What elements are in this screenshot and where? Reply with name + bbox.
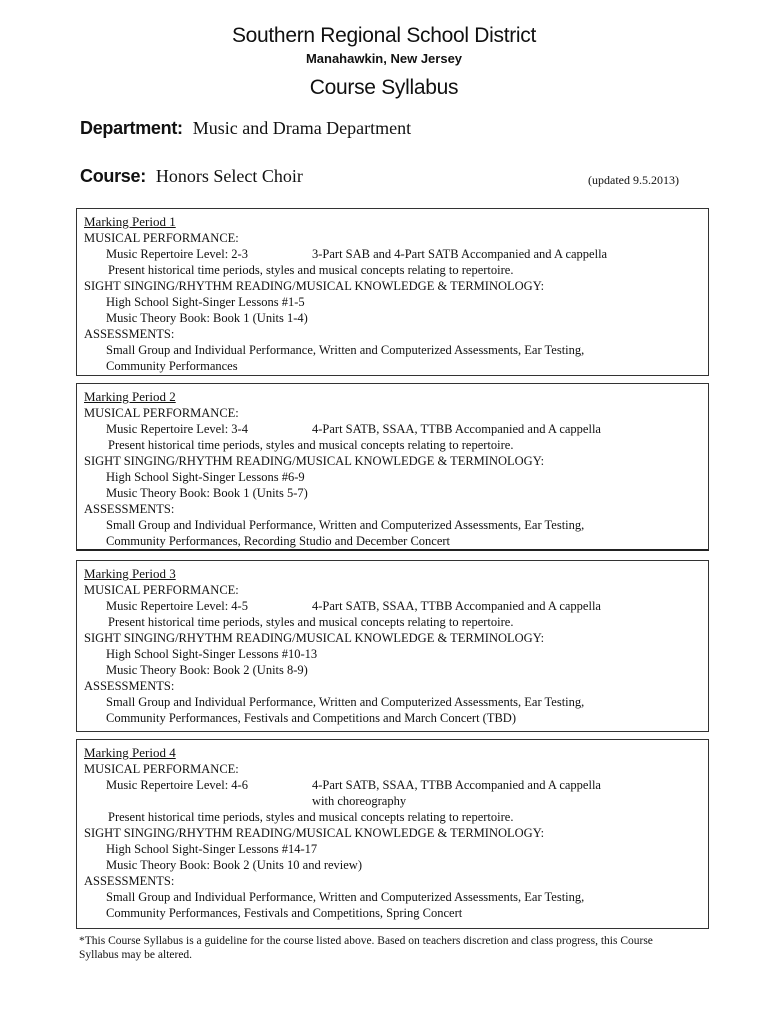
repertoire-row-2 [84, 793, 700, 809]
department-label: Department: [80, 118, 183, 138]
marking-period-2 [76, 383, 709, 551]
marking-period-3 [76, 560, 709, 732]
theory-book: Music Theory Book: Book 2 (Units 8-9) [106, 663, 308, 677]
assessments-line-2: Community Performances, Festivals and Competitions, Spring Concert [106, 906, 463, 920]
repertoire-row [84, 777, 700, 793]
department-row [80, 118, 411, 139]
sight-singer-lessons: High School Sight-Singer Lessons #14-17 [106, 842, 318, 856]
repertoire-desc: 4-Part SATB, SSAA, TTBB Accompanied and A cappella [312, 599, 601, 613]
performance-heading: MUSICAL PERFORMANCE: [84, 231, 239, 245]
repertoire-desc: 4-Part SATB, SSAA, TTBB Accompanied and A cappella [312, 422, 601, 436]
sight-singer-lessons: High School Sight-Singer Lessons #1-5 [106, 295, 305, 309]
historical-line: Present historical time periods, styles and musical concepts relating to repertoire. [108, 810, 514, 824]
sight-singing-heading: SIGHT SINGING/RHYTHM READING/MUSICAL KNOWLEDGE & TERMINOLOGY: [84, 454, 545, 468]
assessments-heading: ASSESSMENTS: [84, 327, 175, 341]
repertoire-level: Music Repertoire Level: 3-4 [106, 422, 248, 436]
department-value: Music and Drama Department [192, 118, 412, 138]
theory-book: Music Theory Book: Book 1 (Units 5-7) [106, 486, 308, 500]
sight-singing-heading: SIGHT SINGING/RHYTHM READING/MUSICAL KNOWLEDGE & TERMINOLOGY: [84, 826, 545, 840]
period-title: Marking Period 3 [84, 566, 176, 581]
assessments-line-1: Small Group and Individual Performance, Written and Computerized Assessments, Ear Testing, [106, 695, 585, 709]
historical-line: Present historical time periods, styles and musical concepts relating to repertoire. [108, 615, 514, 629]
sight-singer-lessons: High School Sight-Singer Lessons #10-13 [106, 647, 318, 661]
district-location: Manahawkin, New Jersey [305, 51, 463, 66]
performance-heading: MUSICAL PERFORMANCE: [84, 406, 239, 420]
assessments-line-1: Small Group and Individual Performance, Written and Computerized Assessments, Ear Testing, [106, 343, 585, 357]
historical-line: Present historical time periods, styles and musical concepts relating to repertoire. [108, 263, 514, 277]
sight-singing-heading: SIGHT SINGING/RHYTHM READING/MUSICAL KNOWLEDGE & TERMINOLOGY: [84, 631, 545, 645]
course-row [80, 166, 303, 187]
repertoire-desc: 4-Part SATB, SSAA, TTBB Accompanied and A cappella [312, 778, 601, 792]
theory-book: Music Theory Book: Book 2 (Units 10 and review) [106, 858, 362, 872]
course-label: Course: [80, 166, 146, 186]
performance-heading: MUSICAL PERFORMANCE: [84, 583, 239, 597]
period-title: Marking Period 2 [84, 389, 176, 404]
assessments-line-2: Community Performances, Recording Studio and December Concert [106, 534, 451, 548]
assessments-heading: ASSESSMENTS: [84, 679, 175, 693]
assessments-line-1: Small Group and Individual Performance, Written and Computerized Assessments, Ear Testing, [106, 890, 585, 904]
repertoire-row [84, 598, 700, 614]
historical-line: Present historical time periods, styles and musical concepts relating to repertoire. [108, 438, 514, 452]
period-title: Marking Period 1 [84, 214, 176, 229]
assessments-line-1: Small Group and Individual Performance, Written and Computerized Assessments, Ear Testing, [106, 518, 585, 532]
sight-singer-lessons: High School Sight-Singer Lessons #6-9 [106, 470, 305, 484]
syllabus-footnote: *This Course Syllabus is a guideline for the course listed above. Based on teachers discretion and class progress, this Course Syllabus may be altered. [79, 935, 653, 961]
marking-period-4 [76, 739, 709, 929]
course-value: Honors Select Choir [155, 166, 303, 186]
sight-singing-heading: SIGHT SINGING/RHYTHM READING/MUSICAL KNOWLEDGE & TERMINOLOGY: [84, 279, 545, 293]
marking-period-1 [76, 208, 709, 376]
assessments-heading: ASSESSMENTS: [84, 502, 175, 516]
assessments-heading: ASSESSMENTS: [84, 874, 175, 888]
updated-date: (updated 9.5.2013) [588, 173, 679, 187]
repertoire-row [84, 246, 700, 262]
repertoire-desc-2: with choreography [312, 794, 407, 808]
assessments-line-2: Community Performances [106, 359, 238, 373]
repertoire-level: Music Repertoire Level: 4-6 [106, 778, 248, 792]
performance-heading: MUSICAL PERFORMANCE: [84, 762, 239, 776]
repertoire-level: Music Repertoire Level: 4-5 [106, 599, 248, 613]
page-title: Course Syllabus [309, 76, 459, 99]
period-title: Marking Period 4 [84, 745, 176, 760]
assessments-line-2: Community Performances, Festivals and Competitions and March Concert (TBD) [106, 711, 516, 725]
repertoire-desc: 3-Part SAB and 4-Part SATB Accompanied and A cappella [312, 247, 608, 261]
repertoire-row [84, 421, 700, 437]
theory-book: Music Theory Book: Book 1 (Units 1-4) [106, 311, 308, 325]
district-name: Southern Regional School District [231, 24, 537, 47]
repertoire-level: Music Repertoire Level: 2-3 [106, 247, 248, 261]
